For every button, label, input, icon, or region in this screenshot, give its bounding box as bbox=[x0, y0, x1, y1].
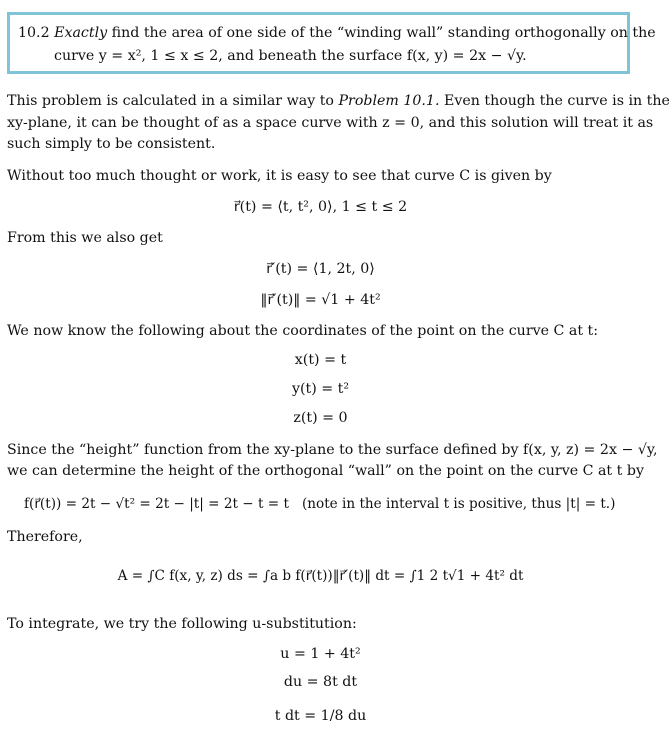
equation-height-note: (note in the interval t is positive, thus |t| = t.) bbox=[301, 496, 616, 512]
equation-du: du = 8t dt bbox=[283, 674, 358, 690]
problem-box bbox=[7, 12, 656, 74]
problem-line-1-rest: find the area of one side of the “winding wall” standing orthogonally on the bbox=[111, 25, 656, 41]
paragraph-1-line-3: such simply to be consistent. bbox=[7, 136, 216, 152]
equation-r-t: r⃗(t) = ⟨t, t², 0⟩, 1 ≤ t ≤ 2 bbox=[233, 199, 408, 215]
equation-y-t: y(t) = t² bbox=[291, 381, 350, 397]
equation-height-row bbox=[24, 494, 615, 514]
paragraph-2: Without too much thought or work, it is easy to see that curve C is given by bbox=[7, 168, 552, 184]
equation-r-prime: r⃗′(t) = ⟨1, 2t, 0⟩ bbox=[266, 261, 375, 277]
paragraph-7: To integrate, we try the following u-substitution: bbox=[7, 616, 357, 632]
p1-text-b: Even though the curve is in the bbox=[443, 93, 670, 109]
paragraph-1-line-1 bbox=[7, 91, 670, 111]
equation-u-sub: u = 1 + 4t² bbox=[280, 646, 361, 662]
equation-r-norm: ‖r⃗′(t)‖ = √1 + 4t² bbox=[260, 292, 381, 308]
equation-area: A = ∫C f(x, y, z) ds = ∫a b f(r⃗(t))‖r⃗′(t)‖ dt = ∫1 2 t√1 + 4t² dt bbox=[117, 568, 524, 584]
problem-line-1 bbox=[18, 25, 656, 41]
p1-problem-ref: Problem 10.1. bbox=[338, 93, 440, 109]
problem-number: 10.2 bbox=[18, 25, 50, 41]
equation-z-t: z(t) = 0 bbox=[293, 410, 348, 426]
problem-line-2: curve y = x², 1 ≤ x ≤ 2, and beneath the surface f(x, y) = 2x − √y. bbox=[54, 48, 527, 64]
paragraph-4: We now know the following about the coordinates of the point on the curve C at t: bbox=[7, 323, 599, 339]
problem-emph: Exactly bbox=[54, 25, 108, 41]
paragraph-5-line-1: Since the “height” function from the xy-plane to the surface defined by f(x, y, z) = 2x − √y, bbox=[7, 442, 658, 458]
paragraph-6: Therefore, bbox=[7, 529, 83, 545]
equation-tdt: t dt = 1/8 du bbox=[274, 708, 367, 724]
paragraph-5-line-2: we can determine the height of the orthogonal “wall” on the point on the curve C at t by bbox=[7, 463, 644, 479]
paragraph-3: From this we also get bbox=[7, 230, 163, 246]
equation-height: f(r⃗(t)) = 2t − √t² = 2t − |t| = 2t − t = t bbox=[24, 496, 289, 512]
p1-text-a: This problem is calculated in a similar way to bbox=[7, 93, 334, 109]
equation-x-t: x(t) = t bbox=[294, 352, 347, 368]
paragraph-1-line-2: xy-plane, it can be thought of as a space curve with z = 0, and this solution will treat it as bbox=[7, 115, 654, 131]
